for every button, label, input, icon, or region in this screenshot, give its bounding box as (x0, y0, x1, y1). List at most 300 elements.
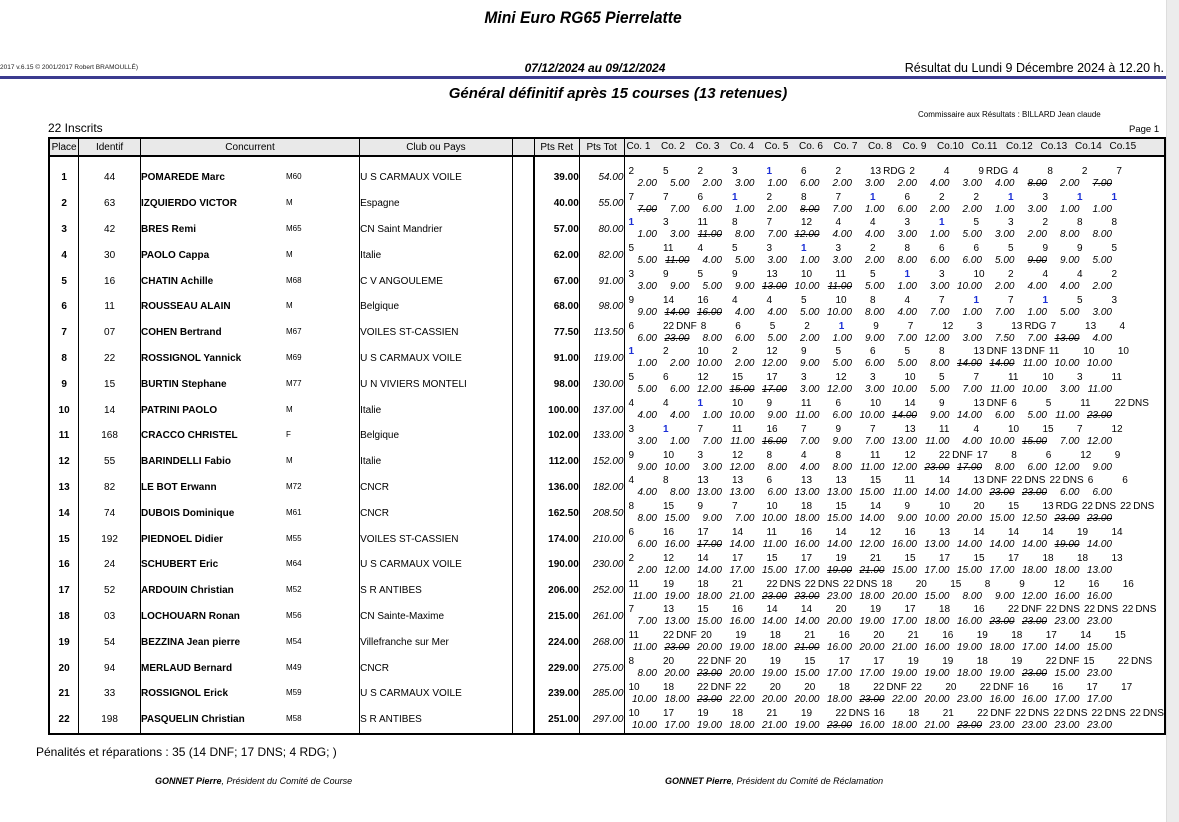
concurrent-cell (140, 217, 359, 243)
race-points: 11.00 (795, 410, 820, 422)
race-points: 6.00 (897, 203, 917, 215)
concurrent-cell (140, 475, 359, 501)
competitor-name: LE BOT Erwann (140, 481, 217, 493)
race-place (866, 527, 901, 539)
race-place (1004, 501, 1039, 513)
race-points: 13.00 (729, 487, 755, 499)
race-place (866, 192, 901, 204)
race-place-value: 11 (663, 243, 674, 255)
software-credit: 2017 v.6.15 © 2001/2017 Robert BRAMOULLÉ) (0, 64, 138, 71)
race-points: 15.00 (696, 616, 722, 628)
race-place (797, 527, 832, 539)
race-place-value: 10 (732, 398, 744, 410)
race-place-value: 15 (1008, 501, 1020, 513)
race-place (832, 217, 867, 229)
race-place-value: 20 (769, 681, 781, 693)
race-place-value: 10 (939, 501, 951, 513)
race-place (935, 269, 970, 281)
race-place-value: 15 (766, 552, 778, 564)
club-cell: Italie (360, 242, 513, 268)
penalty-code: DNF (1024, 346, 1045, 358)
race-place (1073, 192, 1108, 204)
sig2-role: , Président du Comité de Réclamation (731, 776, 884, 786)
race-place-value: 7 (1050, 320, 1057, 332)
race-points: 11.00 (860, 461, 885, 473)
race-points: 2.00 (832, 177, 852, 189)
race-points: 10.00 (826, 306, 852, 318)
category: M68 (285, 275, 302, 285)
race-points: 9.00 (995, 590, 1015, 602)
race-place-value: 7 (835, 191, 842, 203)
race-place (904, 708, 939, 720)
race-points: 19.00 (664, 590, 690, 602)
race-points: 9.00 (702, 513, 722, 525)
race-place-value: 12 (1080, 449, 1092, 461)
race-points: 8.00 (670, 487, 690, 499)
race-place-value: 1 (1111, 191, 1118, 203)
race-place (1042, 630, 1077, 642)
event-title: Mini Euro RG65 Pierrelatte (484, 8, 682, 27)
pts-tot-cell: 91.00 (579, 268, 624, 294)
race-place-value: 22 (1129, 707, 1141, 719)
pts-ret-cell: 229.00 (534, 655, 579, 681)
race-place-value: 22 (979, 681, 991, 693)
race-place (832, 604, 867, 616)
race-points: 23.00 (664, 642, 690, 654)
blank-cell (512, 655, 534, 681)
penalty-code: DNS (1028, 707, 1050, 719)
race-place-value: 22 (843, 578, 855, 590)
blank-cell (512, 500, 534, 526)
race-points: 7.00 (670, 203, 690, 215)
race-points: 19.00 (1054, 539, 1080, 551)
race-place-value: 15 (904, 552, 916, 564)
concurrent-cell (140, 294, 359, 320)
race-place (1007, 656, 1042, 668)
race-points: 8.00 (897, 255, 917, 267)
race-points: 1.00 (865, 203, 885, 215)
identif-cell: 94 (79, 655, 141, 681)
race-place (763, 192, 798, 204)
table-row (49, 156, 1165, 191)
blank-cell (512, 578, 534, 604)
race-place-value: 15 (663, 501, 675, 513)
col-race-2: Co. 2 (661, 141, 685, 152)
race-place-value: 13 (1111, 552, 1123, 564)
race-place (970, 217, 1005, 229)
race-place-value: 7 (1008, 294, 1014, 306)
race-points: 2.00 (767, 203, 787, 215)
blank-cell (512, 707, 534, 734)
race-place (866, 217, 901, 229)
race-place-value: 7 (1077, 423, 1083, 435)
race-place-value: 10 (904, 372, 916, 384)
race-points: 3.00 (637, 281, 657, 293)
race-place-value: 15 (870, 475, 882, 487)
race-place-value: 1 (870, 191, 876, 203)
race-place (625, 553, 660, 565)
race-points: 23.00 (989, 616, 1015, 628)
race-place (694, 166, 729, 178)
race-points: 9.00 (832, 435, 852, 447)
place-cell: 8 (49, 346, 79, 372)
race-place-value: 5 (1077, 294, 1083, 306)
race-points: 12.00 (859, 539, 885, 551)
race-points: 7.50 (995, 332, 1015, 344)
race-place-value: 22 (663, 320, 675, 332)
race-place (970, 501, 1005, 513)
race-place (728, 243, 763, 255)
race-points: 4.00 (995, 177, 1015, 189)
penalty-code: DNF (710, 681, 732, 693)
race-points: 17.00 (664, 719, 690, 731)
race-points: 17.00 (761, 384, 787, 396)
race-place-value: 5 (732, 243, 738, 255)
club-cell: CN Saint Mandrier (360, 217, 513, 243)
race-place-value: 1 (628, 217, 635, 229)
race-place (659, 553, 694, 565)
race-place-value: 4 (835, 217, 842, 229)
race-points: 5.00 (670, 177, 690, 189)
race-place-value: 6 (735, 320, 741, 332)
race-place-value: 9 (835, 423, 842, 435)
race-place (901, 501, 936, 513)
identif-cell: 33 (79, 681, 141, 707)
race-place-value: 4 (943, 165, 950, 177)
club-cell: CNCR (360, 655, 513, 681)
race-place-value: 6 (1011, 398, 1017, 410)
race-place-value: 2 (870, 243, 876, 255)
penalty-code: DNF (986, 398, 1008, 410)
race-place (1042, 450, 1077, 462)
race-points: 1.00 (637, 229, 657, 241)
race-points: 3.00 (865, 177, 885, 189)
race-points: 7.00 (865, 435, 885, 447)
race-place-value: 19 (976, 630, 988, 642)
race-place (1045, 346, 1080, 358)
race-points: 15.00 (1021, 435, 1047, 447)
penalty-code: RDG (1024, 320, 1047, 332)
race-place (728, 579, 763, 591)
race-place (797, 243, 832, 255)
club-cell: CN Sainte-Maxime (360, 604, 513, 630)
table-row (49, 475, 1165, 501)
race-place-value: 19 (907, 656, 919, 668)
race-place (835, 656, 870, 668)
race-place (1073, 295, 1108, 307)
pts-tot-cell: 152.00 (579, 449, 624, 475)
event-dates: 07/12/2024 au 09/12/2024 (524, 61, 666, 75)
table-row (49, 320, 1165, 346)
race-place (1039, 243, 1074, 255)
competitor-name: PIEDNOEL Didier (140, 533, 224, 545)
race-scores-cell (624, 552, 1165, 578)
race-scores-cell (624, 449, 1165, 475)
race-place (625, 295, 660, 307)
table-row (49, 268, 1165, 294)
race-place (935, 372, 970, 384)
race-place (797, 475, 832, 487)
race-points: 16.00 (924, 642, 950, 654)
race-place-value: 8 (984, 578, 991, 590)
race-place (1111, 630, 1146, 642)
race-place-value: 21 (766, 707, 778, 719)
penalty-code: RDG (1055, 501, 1078, 513)
race-points: 2.00 (800, 332, 820, 344)
race-place (763, 527, 798, 539)
race-place-value: 15 (950, 578, 962, 590)
race-place (1108, 372, 1143, 384)
race-place-value: 9 (766, 398, 773, 410)
race-place-value: 21 (732, 578, 744, 590)
category: M55 (285, 533, 302, 543)
race-points: 13.00 (664, 616, 690, 628)
table-row (49, 294, 1165, 320)
race-place (901, 346, 936, 358)
race-place-value: 22 (697, 656, 709, 668)
race-points: 20.00 (956, 513, 982, 525)
race-place-value: 6 (835, 398, 842, 410)
race-place-value: 19 (663, 578, 675, 590)
race-place-value: 7 (628, 191, 635, 203)
col-club: Club ou Pays (360, 138, 513, 156)
race-place (1076, 450, 1111, 462)
race-points: 19.00 (761, 668, 787, 680)
race-points: 5.00 (1092, 255, 1112, 267)
race-place-value: 17 (732, 552, 744, 564)
race-points: 3.00 (702, 461, 722, 473)
identif-cell: 54 (79, 629, 141, 655)
concurrent-cell (140, 629, 359, 655)
race-place (697, 630, 732, 642)
race-place-value: 3 (835, 243, 842, 255)
race-place (694, 217, 729, 229)
race-place-value: 1 (663, 423, 669, 435)
competitor-name: ROUSSEAU ALAIN (140, 301, 231, 313)
race-points: 16.00 (1054, 590, 1080, 602)
race-place-value: 22 (1122, 604, 1134, 616)
pts-tot-cell: 80.00 (579, 217, 624, 243)
race-place-value: 5 (628, 243, 635, 255)
race-place-value: 22 (1120, 501, 1132, 513)
result-timestamp: Résultat du Lundi 9 Décembre 2024 à 12.20 h. (904, 61, 1164, 75)
race-points: 2.00 (637, 564, 657, 576)
race-place-value: 4 (1042, 269, 1049, 281)
race-points: 6.00 (767, 487, 787, 499)
race-place-value: 4 (1012, 165, 1019, 177)
race-place-value: 4 (732, 294, 738, 306)
race-points: 13.00 (761, 281, 787, 293)
race-place-value: 10 (1083, 346, 1095, 358)
race-place-value: 22 (1014, 707, 1027, 719)
identif-cell: 16 (79, 268, 141, 294)
race-place (866, 475, 901, 487)
race-place (625, 166, 660, 178)
race-place-value: 10 (628, 681, 640, 693)
race-points: 8.00 (865, 306, 885, 318)
race-place-value: 17 (1121, 681, 1133, 693)
race-place-value: 3 (628, 423, 635, 435)
race-place-value: 19 (1011, 656, 1023, 668)
race-points: 11.00 (730, 435, 755, 447)
penalty-code: DNS (1097, 604, 1119, 616)
race-place-value: 15 (973, 552, 985, 564)
entrants-count: 22 Inscrits (48, 121, 103, 135)
race-place-value: 11 (732, 423, 743, 435)
race-points: 17.00 (1054, 693, 1080, 705)
race-points: 13.00 (1086, 564, 1112, 576)
pts-ret-cell: 206.00 (534, 578, 579, 604)
race-place (970, 424, 1005, 436)
race-points: 18.00 (956, 668, 982, 680)
race-place (763, 501, 798, 513)
race-points: 15.00 (891, 564, 917, 576)
race-place-value: 11 (1080, 398, 1091, 410)
race-place (1073, 243, 1108, 255)
race-place-value: 10 (663, 449, 675, 461)
concurrent-cell (140, 500, 359, 526)
race-points: 19.00 (696, 719, 722, 731)
viewer-scrollbar[interactable] (1166, 0, 1179, 822)
race-place-value: 19 (1077, 527, 1089, 539)
race-place (728, 217, 763, 229)
race-points: 15.00 (956, 564, 982, 576)
race-points: 8.00 (800, 203, 820, 215)
identif-cell: 22 (79, 346, 141, 372)
race-points: 18.00 (794, 513, 820, 525)
race-points: 9.00 (800, 358, 820, 370)
concurrent-cell (140, 552, 359, 578)
race-place (763, 217, 798, 229)
race-place-value: 14 (801, 604, 813, 616)
race-place-value: 2 (628, 552, 635, 564)
race-points: 4.00 (800, 461, 820, 473)
race-place-value: 13 (973, 475, 985, 487)
pts-tot-cell: 98.00 (579, 294, 624, 320)
race-place (659, 269, 694, 281)
competitor-name: BARINDELLI Fabio (140, 456, 231, 468)
race-points: 3.00 (962, 332, 982, 344)
race-place-value: 7 (697, 423, 704, 435)
race-points: 18.00 (664, 693, 690, 705)
race-points: 8.00 (767, 461, 787, 473)
race-points: 18.00 (729, 719, 755, 731)
race-place-value: 3 (1008, 217, 1014, 229)
race-points: 1.00 (702, 410, 722, 422)
race-place (797, 501, 832, 513)
place-cell: 14 (49, 500, 79, 526)
race-place (659, 579, 694, 591)
race-place (659, 501, 694, 513)
race-points: 12.00 (664, 564, 690, 576)
race-points: 1.00 (1092, 203, 1112, 215)
place-cell: 2 (49, 191, 79, 217)
race-place (797, 346, 832, 358)
race-place (625, 269, 660, 281)
race-place (970, 243, 1005, 255)
penalty-code: DNS (1127, 398, 1149, 410)
race-place (797, 450, 832, 462)
race-points: 8.00 (995, 461, 1015, 473)
race-place-value: 5 (697, 269, 704, 281)
race-place-value: 1 (973, 294, 980, 306)
race-place-value: 16 (801, 527, 813, 539)
race-place-value: 18 (801, 501, 813, 513)
race-points: 9.00 (735, 281, 755, 293)
race-points: 15.00 (664, 513, 690, 525)
pts-tot-cell: 82.00 (579, 242, 624, 268)
race-place (659, 295, 694, 307)
race-place (1004, 295, 1039, 307)
identif-cell: 30 (79, 242, 141, 268)
race-place (970, 192, 1005, 204)
race-place-value: 12 (697, 372, 709, 384)
race-scores-cell (624, 217, 1165, 243)
pts-tot-cell: 261.00 (579, 604, 624, 630)
race-place-value: 16 (732, 604, 744, 616)
race-place-value: 5 (663, 165, 669, 177)
club-cell: S R ANTIBES (360, 578, 513, 604)
race-place-value: 8 (939, 346, 945, 358)
race-place-value: 19 (835, 552, 847, 564)
race-place (1007, 321, 1046, 333)
race-place (970, 372, 1005, 384)
race-place (797, 269, 832, 281)
race-place-value: 14 (732, 527, 744, 539)
race-place-value: 6 (870, 346, 876, 358)
race-place (970, 527, 1005, 539)
race-place (694, 269, 729, 281)
place-cell: 22 (49, 707, 79, 734)
identif-cell: 198 (79, 707, 141, 734)
race-place-value: 13 (1085, 320, 1097, 332)
race-points: 4.00 (865, 229, 885, 241)
race-points: 11.00 (1055, 410, 1080, 422)
race-points: 16.00 (696, 306, 722, 318)
race-place-value: 13 (766, 269, 778, 281)
pts-ret-cell: 190.00 (534, 552, 579, 578)
col-race-7: Co. 7 (833, 141, 858, 152)
col-blank (512, 138, 534, 156)
race-place (935, 553, 970, 565)
race-place-value: 3 (766, 243, 773, 255)
race-points: 15.00 (761, 564, 787, 576)
race-place-value: 21 (804, 630, 816, 642)
pts-tot-cell: 133.00 (579, 423, 624, 449)
concurrent-cell (140, 156, 359, 191)
blank-cell (512, 346, 534, 372)
race-place (625, 475, 660, 487)
race-scores-cell (624, 268, 1165, 294)
pts-tot-cell: 54.00 (579, 156, 624, 191)
race-place (901, 424, 936, 436)
race-points: 4.00 (637, 487, 657, 499)
penalty-code: DNF (952, 449, 973, 461)
race-place-value: 13 (973, 398, 985, 410)
race-scores-cell (624, 242, 1165, 268)
race-place-value: 14 (973, 527, 985, 539)
race-place (797, 553, 832, 565)
race-place-value: 18 (1077, 552, 1089, 564)
race-place (935, 398, 970, 410)
table-row (49, 242, 1165, 268)
race-place (1039, 269, 1074, 281)
race-place (659, 475, 694, 487)
race-place-value: 19 (697, 707, 709, 719)
race-place-value: 17 (873, 656, 885, 668)
pts-tot-cell: 55.00 (579, 191, 624, 217)
race-place (1004, 372, 1039, 384)
